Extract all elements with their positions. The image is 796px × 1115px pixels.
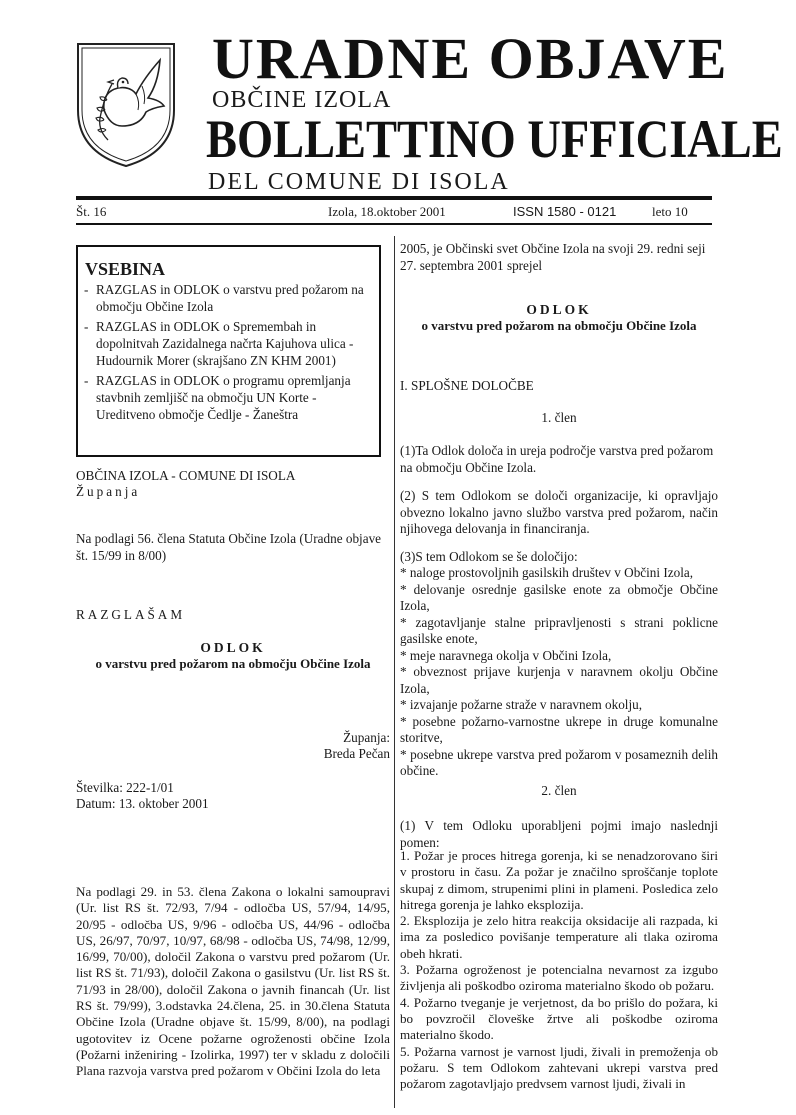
list-item: * meje naravnega okolja v Občini Izola,: [400, 647, 612, 663]
definition-item: 3. Požarna ogroženost je potencialna nevarnost za izgubo življenja ali poškodbo oziroma materialno škodo ob požaru.: [400, 962, 718, 994]
decree-subtitle-left: o varstvu pred požarom na območju Občine Izola: [95, 656, 371, 671]
document-number: Številka: 222-1/01: [76, 780, 174, 795]
publication-title-italian: BOLLETTINO UFFICIALE: [206, 109, 783, 169]
contents-item: - RAZGLAS in ODLOK o Spremembah in dopolnitvah Zazidalnega načrta Kajuhova ulica - Hudournik Morer (skrajšano ZN KHM 2001): [84, 318, 375, 369]
publication-title-slovene: URADNE OBJAVE: [212, 26, 729, 91]
definition-item: 1. Požar je proces hitrega gorenja, ki se nenadzorovano širi v prostoru in času. Za požar je značilno sproščanje toplote skupaj z dimom, strupenimi plini in plameni. Posledica zelo hitrega gorenja je lahko eksplozija.: [400, 848, 718, 912]
issuer-role: Županja: [76, 484, 141, 499]
contents-box: [76, 245, 381, 457]
municipality-italian: DEL COMUNE DI ISOLA: [208, 169, 510, 195]
column-divider: [394, 236, 395, 1108]
definition-item: 4. Požarno tveganje je verjetnost, da bo prišlo do požara, ki bo povzročil človeške žrtve ali poškodbe oziroma materialno škodo.: [400, 994, 718, 1043]
decree-title-left: ODLOK: [200, 640, 266, 655]
decree-subtitle-right: o varstvu pred požarom na območju Občine Izola: [421, 318, 697, 333]
issue-number: Št. 16: [76, 204, 107, 219]
list-item: * delovanje osrednje gasilske enote za območje Občine Izola,: [400, 581, 718, 613]
list-item: * obveznost prijave kurjenja v naravnem okolju Občine Izola,: [400, 664, 718, 696]
list-item: * zagotavljanje stalne pripravljenosti s strani poklicne gasilske enote,: [400, 614, 718, 646]
contents-title: VSEBINA: [85, 259, 166, 279]
legal-basis: Na podlagi 56. člena Statuta Občine Izola (Uradne objave št. 15/99 in 8/00): [76, 531, 382, 563]
issuer: OBČINA IZOLA - COMUNE DI ISOLA: [76, 468, 296, 483]
header-rule-bottom: [76, 223, 712, 225]
coat-of-arms-dove-emblem: [74, 40, 178, 170]
decree-title-right: ODLOK: [526, 302, 592, 317]
article-2-heading: 2. člen: [541, 783, 577, 798]
signature-role: Županja:: [343, 730, 390, 745]
definition-item: 5. Požarna varnost je varnost ljudi, živali in premoženja ob požaru. S tem Odlokom zahtevani ukrepi varstva pred požarom zagotavljajo predvsem varnost ljudi, živali in: [400, 1043, 718, 1092]
contents-list: [84, 281, 375, 426]
issn: ISSN 1580 - 0121: [513, 204, 617, 219]
document-date: Datum: 13. oktober 2001: [76, 796, 209, 811]
list-item: * posebne ukrepe varstva pred požarom v posameznih delih občine.: [400, 746, 718, 778]
preamble-continuation: 2005, je Občinski svet Občine Izola na svoji 29. redni seji 27. septembra 2001 sprejel: [400, 241, 706, 273]
list-item: * posebne požarno-varnostne ukrepe in druge komunalne storitve,: [400, 713, 718, 745]
signature-name: Breda Pečan: [323, 746, 390, 761]
definition-item: 2. Eksplozija je zelo hitra reakcija oksidacije ali razpada, ki ima za posledico povišanje temperature ali tlaka oziroma obeh hkrati.: [400, 913, 718, 961]
municipality-slovene: OBČINE IZOLA: [212, 87, 392, 113]
list-item: * izvajanje požarne straže v naravnem okolju,: [400, 697, 643, 712]
contents-item: - RAZGLAS in ODLOK o programu opremljanja stavbnih zemljišč na območju UN Korte - Ureditveno območje Čedlje - Žaneštra: [84, 372, 375, 423]
list-item: * naloge prostovoljnih gasilskih društev v Občini Izola,: [400, 565, 694, 580]
article-2-definitions: [400, 848, 718, 1092]
article-1-paragraph-2: (2) S tem Odlokom se določi organizacije, ki opravljajo obvezno lokalno javno službo varstva pred požarom, način njihovega delovanja in financiranja.: [400, 488, 718, 536]
preamble: Na podlagi 29. in 53. člena Zakona o lokalni samoupravi (Ur. list RS št. 72/93, 7/94 - odločba US, 57/94, 14/95, 20/95 - odločba US, 9/96 - odločba US, 44/96 - odločba US, 26/97, 70/97, 10/97, 68/98 - odločba US, 74/98, 12/99, 16/99, 70/00), določil Zakona o varstvu pred požarom (Ur. list RS št. 71/93), določil Zakona o gasilstvu (Ur. list RS št. 71/93 in 28/00), določil Zakona o javnih financah (Ur. list RS št. 79/99), 3.odstavka 24.člena, 25. in 30.člena Statuta Občine Izola (Uradne objave št. 15/99, 8/00), na podlagi ugotovitev iz Ocene požarne ogroženosti občine Izola (Požarni inženiring - Izolirka, 1997) ter v skladu z določili Plana razvoja varstva pred požarom v Občini Izola do leta: [76, 884, 390, 1079]
issue-place-date: Izola, 18.oktober 2001: [328, 204, 446, 219]
section-heading: I. SPLOŠNE DOLOČBE: [400, 378, 534, 393]
issue-info-row: [76, 203, 712, 221]
header-rule-top: [76, 196, 712, 200]
issue-year: leto 10: [652, 204, 688, 219]
article-2-paragraph-1: (1) V tem Odloku uporabljeni pojmi imajo naslednji pomen:: [400, 818, 718, 850]
contents-item: - RAZGLAS in ODLOK o varstvu pred požarom na območju Občine Izola: [84, 281, 375, 315]
article-1-paragraph-1: (1)Ta Odlok določa in ureja področje varstva pred požarom na območju Občine Izola.: [400, 443, 714, 475]
article-1-list: [400, 565, 718, 780]
article-1-heading: 1. člen: [541, 410, 577, 425]
proclamation: RAZGLAŠAM: [76, 607, 186, 622]
article-1-paragraph-3: (3)S tem Odlokom se še določijo:: [400, 549, 578, 564]
